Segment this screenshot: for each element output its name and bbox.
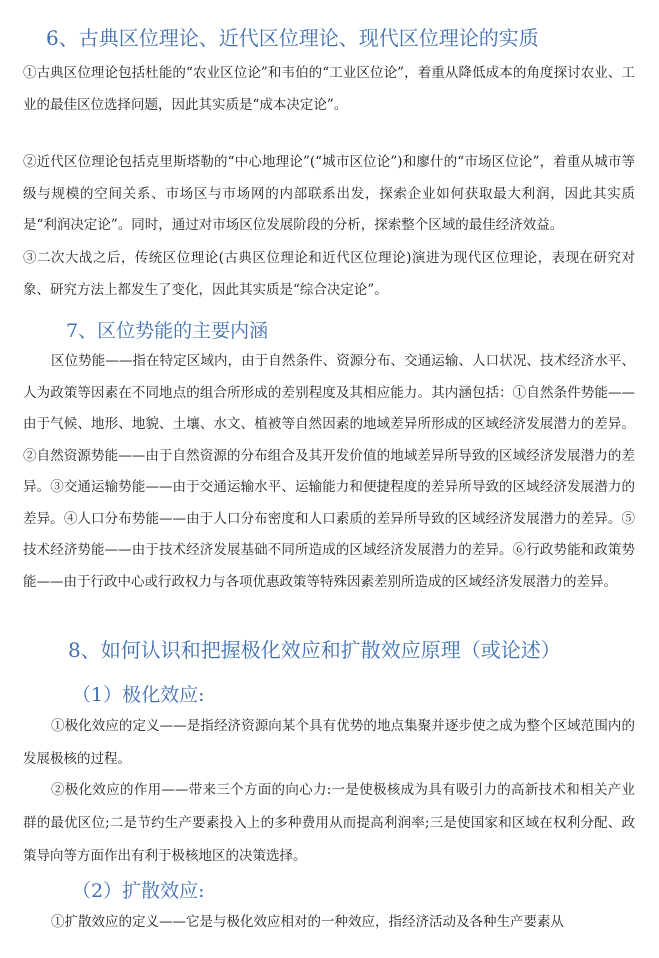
section-6-paragraph-1: ①古典区位理论包括杜能的“农业区位论”和韦伯的“工业区位论”，着重从降低成本的角度探讨农业、工业的最佳区位选择问题，因此其实质是“成本决定论”。: [23, 65, 635, 113]
section-6-heading: 6、古典区位理论、近代区位理论、现代区位理论的实质: [46, 26, 539, 50]
section-8-heading: 8、如何认识和把握极化效应和扩散效应原理（或论述）: [68, 638, 561, 662]
section-6-paragraph-2: ②近代区位理论包括克里斯塔勒的“中心地理论”(“城市区位论”)和廖什的“市场区位论”，着重从城市等级与规模的空间关系、市场区与市场网的内部联系出发，探索企业如何获取最大利润，因此其实质是“利润决定论”。同时，通过对市场区位发展阶段的分析，探索整个区域的最佳经济效益。: [23, 154, 635, 233]
polarization-definition: ①极化效应的定义——是指经济资源向某个具有优势的地点集聚并逐步使之成为整个区域范围内的发展极核的过程。: [23, 718, 635, 767]
subsection-diffusion-heading: （2）扩散效应:: [72, 880, 205, 902]
section-7-heading: 7、区位势能的主要内涵: [66, 320, 269, 342]
subsection-polarization-heading: （1）极化效应:: [72, 684, 205, 706]
diffusion-definition: ①扩散效应的定义——它是与极化效应相对的一种效应，指经济活动及各种生产要素从: [51, 914, 564, 930]
section-6-paragraph-3: ③二次大战之后，传统区位理论(古典区位理论和近代区位理论)演进为现代区位理论，表现在研究对象、研究方法上都发生了变化，因此其实质是“综合决定论”。: [23, 250, 635, 298]
polarization-effect: ②极化效应的作用——带来三个方面的向心力:一是使极核成为具有吸引力的高新技术和相关产业群的最优区位;二是节约生产要素投入上的多种费用从而提高利润率;三是使国家和区域在权利分配、政策导向等方面作出有利于极核地区的决策选择。: [23, 782, 635, 864]
section-7-paragraph: 区位势能——指在特定区域内，由于自然条件、资源分布、交通运输、人口状况、技术经济水平、人为政策等因素在不同地点的组合所形成的差别程度及其相应能力。其内涵包括：①自然条件势能——由于气候、地形、地貌、土壤、水文、植被等自然因素的地域差异所形成的区域经济发展潜力的差异。 ②自然资源势能——由于自然资源的分布组合及其开发价值的地域差异所导致的区域经济发展潜力的差异。③交通运输势能——由于交通运输水平、运输能力和便捷程度的差异所导致的区域经济发展潜力的差异。④人口分布势能——由于人口分布密度和人口素质的差异所导致的区域经济发展潜力的差异。⑤技术经济势能——由于技术经济发展基础不同所造成的区域经济发展潜力的差异。⑥行政势能和政策势能——由于行政中心或行政权力与各项优惠政策等特殊因素差别所造成的区域经济发展潜力的差异。: [23, 353, 635, 590]
